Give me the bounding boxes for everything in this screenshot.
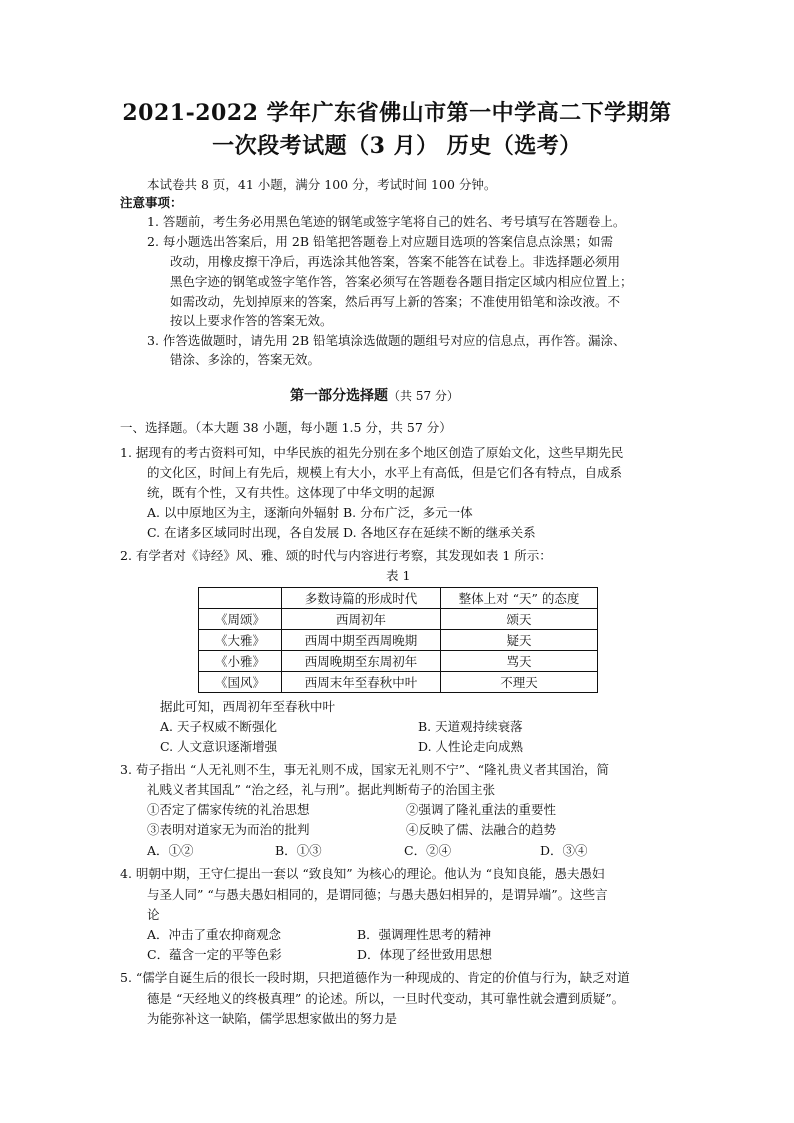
table-row bbox=[199, 630, 598, 651]
q3-option-b: B．①③ bbox=[275, 843, 322, 858]
q5-stem-line: 5. “儒学自诞生后的很长一段时期，只把道德作为一种现成的、肯定的价值与行为，缺乏对道 bbox=[120, 970, 630, 985]
part1-title-score: （共 57 分） bbox=[388, 389, 459, 403]
q3-item: ②强调了隆礼重法的重要性 bbox=[406, 802, 557, 817]
q4-option-a: A．冲击了重农抑商观念 bbox=[147, 927, 282, 942]
note-line: 1. 答题前，考生务必用黑色笔迹的钢笔或签字笔将自己的姓名、考号填写在答题卷上。 bbox=[147, 214, 626, 229]
q1-option: A. 以中原地区为主，逐渐向外辐射 B. 分布广泛，多元一体 bbox=[147, 505, 473, 520]
q3-option-c: C．②④ bbox=[404, 843, 452, 858]
note-line: 3. 作答选做题时，请先用 2B 铅笔填涂选做题的题组号对应的信息点，再作答。漏涂、 bbox=[147, 333, 626, 348]
table-cell: 《国风》 bbox=[199, 672, 282, 693]
q4-option-c: C．蕴含一定的平等色彩 bbox=[147, 947, 282, 962]
table-cell: 西周中期至西周晚期 bbox=[282, 630, 441, 651]
q1-stem-line: 1. 据现有的考古资料可知，中华民族的祖先分别在多个地区创造了原始文化，这些早期先民 bbox=[120, 445, 624, 460]
note-line: 2. 每小题选出答案后，用 2B 铅笔把答题卷上对应题目选项的答案信息点涂黑；如需 bbox=[147, 234, 613, 249]
q3-option-a: A．①② bbox=[147, 843, 194, 858]
table-header-row bbox=[199, 588, 598, 609]
table-cell: 骂天 bbox=[441, 651, 598, 672]
exam-title-line1: 2021-2022 学年广东省佛山市第一中学高二下学期第 bbox=[122, 100, 672, 126]
table-cell: 《大雅》 bbox=[199, 630, 282, 651]
q4-stem-line: 与圣人同” “与愚夫愚妇相同的，是谓同德；与愚夫愚妇相异的，是谓异端”。这些言 bbox=[147, 887, 608, 902]
q4-option-b: B．强调理性思考的精神 bbox=[357, 927, 492, 942]
table-cell: 疑天 bbox=[441, 630, 598, 651]
note-line: 错涂、多涂的，答案无效。 bbox=[170, 352, 321, 367]
q4-stem-line: 论 bbox=[147, 907, 160, 922]
table-cell: 《小雅》 bbox=[199, 651, 282, 672]
section1-heading: 一、选择题。（本大题 38 小题，每小题 1.5 分，共 57 分） bbox=[120, 420, 452, 435]
table-row bbox=[199, 672, 598, 693]
exam-title bbox=[100, 97, 694, 163]
table-cell: 西周晚期至东周初年 bbox=[282, 651, 441, 672]
q2-option-c: C. 人文意识逐渐增强 bbox=[160, 739, 278, 754]
q1-option: C. 在诸多区域同时出现，各自发展 D. 各地区存在延续不断的继承关系 bbox=[147, 525, 536, 540]
table-cell: 西周末年至春秋中叶 bbox=[282, 672, 441, 693]
table-header-cell: 整体上对 “天” 的态度 bbox=[441, 588, 598, 609]
part1-title bbox=[290, 386, 459, 406]
table-cell: 西周初年 bbox=[282, 609, 441, 630]
table-cell: 颂天 bbox=[441, 609, 598, 630]
q3-option-d: D．③④ bbox=[540, 843, 588, 858]
table-cell: 不理天 bbox=[441, 672, 598, 693]
part1-title-main: 第一部分选择题 bbox=[290, 388, 388, 404]
q3-item: ③表明对道家无为而治的批判 bbox=[147, 822, 310, 837]
q2-table-caption: 表 1 bbox=[386, 568, 411, 583]
q1-stem-line: 的文化区，时间上有先后，规模上有大小，水平上有高低，但是它们各有特点，自成系 bbox=[147, 465, 623, 480]
intro-text: 本试卷共 8 页，41 小题，满分 100 分，考试时间 100 分钟。 bbox=[147, 177, 497, 192]
q2-stem: 2. 有学者对《诗经》风、雅、颂的时代与内容进行考察，其发现如表 1 所示： bbox=[120, 548, 552, 563]
note-line: 如需改动，先划掉原来的答案，然后再写上新的答案；不准使用铅笔和涂改液。不 bbox=[170, 294, 621, 309]
note-line: 改动，用橡皮擦干净后，再选涂其他答案，答案不能答在试卷上。非选择题必须用 bbox=[170, 254, 621, 269]
q4-option-d: D．体现了经世致用思想 bbox=[357, 947, 493, 962]
q5-stem-line: 德是 “天经地义的终极真理” 的论述。所以，一旦时代变动，其可靠性就会遭到质疑”。 bbox=[147, 991, 625, 1006]
notes-heading: 注意事项： bbox=[120, 195, 183, 210]
table-header-cell: 多数诗篇的形成时代 bbox=[282, 588, 441, 609]
q2-option-b: B. 天道观持续衰落 bbox=[418, 719, 523, 734]
exam-title-line2: 一次段考试题（3 月） 历史（选考） bbox=[212, 133, 582, 159]
q3-item: ④反映了儒、法融合的趋势 bbox=[406, 822, 557, 837]
q3-stem-line: 礼贱义者其国乱” “治之经，礼与刑”。据此判断荀子的治国主张 bbox=[147, 782, 496, 797]
q3-stem-line: 3. 荀子指出 “人无礼则不生，事无礼则不成，国家无礼则不宁”、“隆礼贵义者其国治，简 bbox=[120, 762, 610, 777]
q5-stem-line: 为能弥补这一缺陷，儒学思想家做出的努力是 bbox=[147, 1011, 398, 1026]
table-header-cell bbox=[199, 588, 282, 609]
q3-item: ①否定了儒家传统的礼治思想 bbox=[147, 802, 310, 817]
note-line: 按以上要求作答的答案无效。 bbox=[170, 313, 333, 328]
q1-stem-line: 统，既有个性，又有共性。这体现了中华文明的起源 bbox=[147, 485, 435, 500]
q2-option-d: D. 人性论走向成熟 bbox=[418, 739, 524, 754]
table-row bbox=[199, 609, 598, 630]
q2-after-text: 据此可知，西周初年至春秋中叶 bbox=[160, 699, 336, 714]
table-cell: 《周颂》 bbox=[199, 609, 282, 630]
table-row bbox=[199, 651, 598, 672]
note-line: 黑色字迹的钢笔或签字笔作答，答案必须写在答题卷各题目指定区域内相应位置上； bbox=[170, 274, 633, 289]
q2-table bbox=[198, 587, 598, 693]
q4-stem-line: 4. 明朝中期，王守仁提出一套以 “致良知” 为核心的理论。他认为 “良知良能，愚夫愚妇 bbox=[120, 866, 605, 881]
q2-option-a: A. 天子权威不断强化 bbox=[160, 719, 277, 734]
